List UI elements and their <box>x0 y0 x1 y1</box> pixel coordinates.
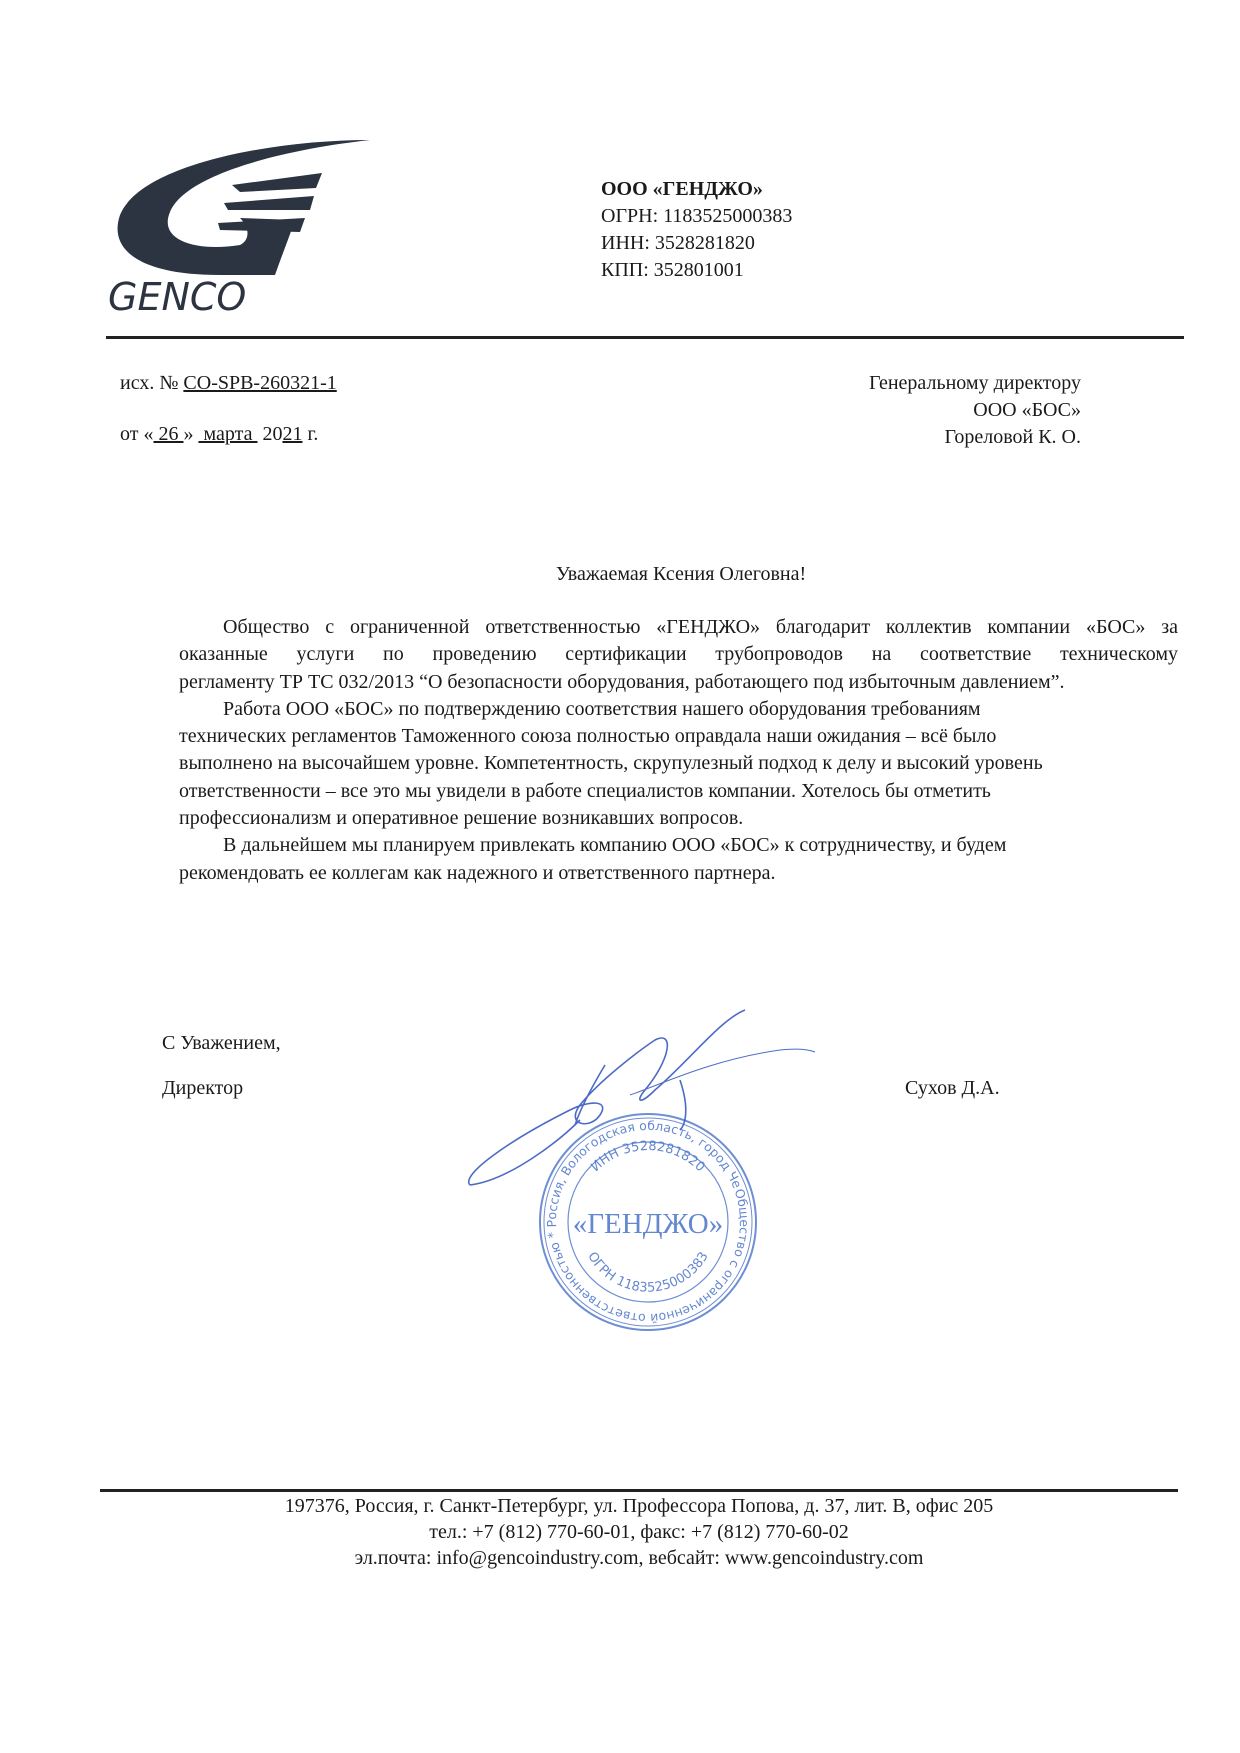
outgoing-number-value: CO-SPB-260321-1 <box>183 372 337 394</box>
addressee-line: ООО «БОС» <box>973 399 1081 421</box>
date-year-a: 20 <box>262 423 283 445</box>
date-prefix: от « <box>120 423 154 445</box>
stamp-outer-text: Общество с ограниченной ответственностью * Россия, Вологодская область, город Че <box>543 1117 753 1327</box>
date-mid: » <box>183 423 194 445</box>
stamp-center: «ГЕНДЖО» <box>572 1208 724 1240</box>
body-line: рекомендовать ее коллегам как надежного и ответственного партнера. <box>179 861 776 884</box>
body-line: технических регламентов Таможенного союза полностью оправдала наши ожидания – всё было <box>179 725 997 748</box>
letter-date <box>120 421 318 448</box>
date-month-value: марта <box>203 423 253 445</box>
footer-phones: тел.: +7 (812) 770-60-01, факс: +7 (812) 770-60-02 <box>429 1521 849 1543</box>
logo-text: GENCO <box>108 275 247 319</box>
outgoing-prefix: исх. № <box>120 372 179 394</box>
body-line: профессионализм и оперативное решение возникавших вопросов. <box>179 807 744 830</box>
footer-address: 197376, Россия, г. Санкт-Петербург, ул. Профессора Попова, д. 37, лит. В, офис 205 <box>284 1495 994 1517</box>
body-line: ответственности – все это мы увидели в работе специалистов компании. Хотелось бы отметить <box>179 779 991 802</box>
signer-position: Директор <box>162 1077 244 1099</box>
footer-contacts <box>0 1493 1240 1571</box>
letter-body <box>179 614 1178 887</box>
date-month <box>198 423 257 445</box>
company-stamp-and-signature <box>450 990 830 1340</box>
stamp-inn: ИНН 3528281820 <box>588 1138 708 1176</box>
body-line: В дальнейшем мы планируем привлекать компанию ООО «БОС» к сотрудничеству, и будем <box>223 834 1007 857</box>
company-name: ООО «ГЕНДЖО» <box>601 178 763 200</box>
footer-web: эл.почта: info@gencoindustry.com, вебсайт: www.gencoindustry.com <box>354 1547 924 1569</box>
greeting: Уважаемая Ксения Олеговна! <box>555 563 807 585</box>
company-inn: ИНН: 3528281820 <box>601 232 755 254</box>
addressee <box>869 370 1081 451</box>
body-line: оказанные услуги по проведению сертификации трубопроводов на соответствие техническому <box>179 643 1178 666</box>
date-suffix: г. <box>307 423 319 445</box>
date-day-value: 26 <box>158 423 179 445</box>
signer-name: Сухов Д.А. <box>905 1077 1000 1099</box>
signature <box>469 1010 815 1185</box>
body-line: выполнено на высочайшем уровне. Компетентность, скрупулезный подход к делу и высокий уровень <box>179 752 1043 775</box>
body-line: Работа ООО «БОС» по подтверждению соответствия нашего оборудования требованиям <box>223 697 981 720</box>
footer-divider <box>100 1489 1178 1492</box>
closing-regards: С Уважением, <box>162 1032 281 1054</box>
body-line: регламенту ТР ТС 032/2013 “О безопасности оборудования, работающего под избыточным давлением”. <box>179 670 1065 693</box>
company-details <box>601 176 792 284</box>
body-line: Общество с ограниченной ответственностью «ГЕНДЖО» благодарит коллектив компании «БОС» за <box>223 616 1178 638</box>
date-year-b: 21 <box>282 423 303 445</box>
date-day <box>153 423 183 445</box>
genco-logo <box>100 140 390 320</box>
stamp-ogrn: ОГРН 1183525000383 <box>584 1249 712 1296</box>
addressee-line: Генеральному директору <box>868 372 1081 394</box>
company-kpp: КПП: 352801001 <box>601 259 744 281</box>
outgoing-number <box>120 370 337 397</box>
addressee-line: Гореловой К. О. <box>944 426 1081 448</box>
header-divider <box>106 336 1184 339</box>
company-ogrn: ОГРН: 1183525000383 <box>601 205 793 227</box>
